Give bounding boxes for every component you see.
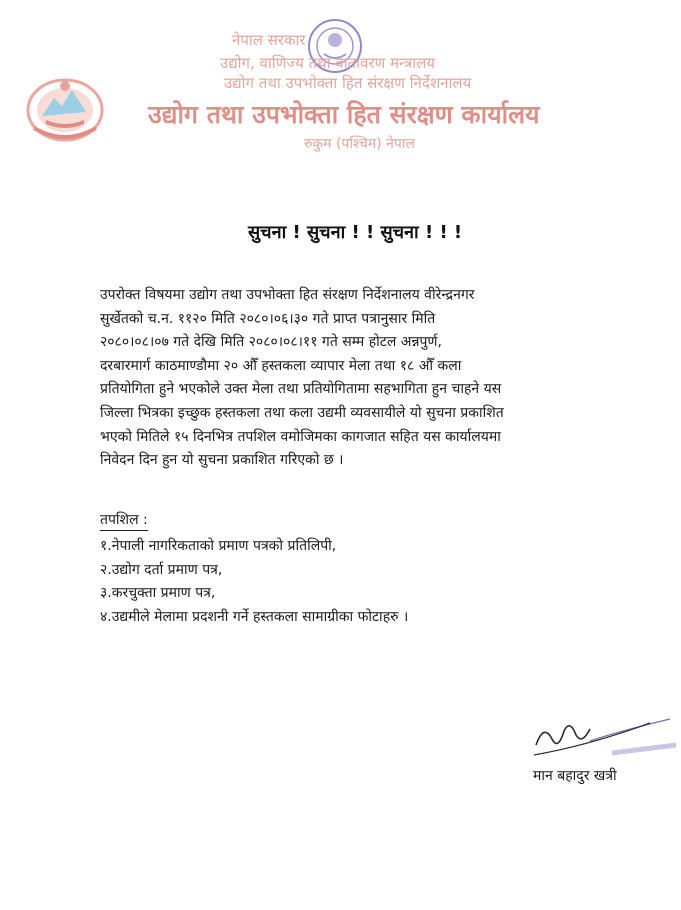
list-item: २.उद्योग दर्ता प्रमाण पत्र, (100, 561, 223, 578)
notice-body (100, 284, 640, 473)
directorate-line: उद्योग तथा उपभोक्ता हित संरक्षण निर्देशनालय (224, 74, 472, 92)
ministry-line: उद्योग, वाणिज्य तथा वातावरण मन्त्रालय (220, 54, 435, 72)
body-line: भएको मितिले १५ दिनभित्र तपशिल वमोजिमका कागजात सहित यस कार्यालयमा (100, 428, 501, 445)
body-line: जिल्ला भित्रका इच्छुक हस्तकला तथा कला उद्यमी व्यवसायीले यो सुचना प्रकाशित (100, 404, 504, 421)
body-line: सुर्खेतको च.न. ११२० मिति २०८०।०६।३० गते प्राप्त पत्रानुसार मिति (100, 310, 436, 327)
letterhead (0, 0, 681, 160)
attachments-list (100, 535, 620, 629)
body-line: प्रतियोगिता हुने भएकोले उक्त मेला तथा प्रतियोगितामा सहभागिता हुन चाहने यस (100, 381, 502, 398)
body-line: २०८०।०८।०७ गते देखि मिति २०८०।०८।११ गते सम्म होटल अन्नपुर्ण, (100, 334, 442, 351)
notice-title: सुचना ! सुचना ! ! सुचना ! ! ! (248, 222, 463, 243)
list-item: ३.करचुक्ता प्रमाण पत्र, (100, 585, 216, 601)
body-line: दरबारमार्ग काठमाण्डौमा २० औँ हस्तकला व्यापार मेला तथा १८ औँ कला (100, 357, 462, 374)
handwritten-signature-icon (530, 705, 680, 770)
office-title: उद्योग तथा उपभोक्ता हित संरक्षण कार्यालय (148, 100, 540, 129)
list-item: १.नेपाली नागरिकताको प्रमाण पत्रको प्रतिलिपी, (100, 538, 337, 554)
government-line: नेपाल सरकार (232, 31, 306, 49)
signer-name: मान बहादुर खत्री (533, 768, 617, 784)
list-item: ४.उद्यमीले मेलामा प्रदशनी गर्ने हस्तकला सामाग्रीका फोटाहरु । (100, 608, 409, 625)
attachments-heading: तपशिल : (100, 510, 148, 531)
nepal-emblem-icon (24, 70, 106, 146)
attachments-section (100, 510, 620, 629)
body-line: उपरोक्त विषयमा उद्योग तथा उपभोक्ता हित संरक्षण निर्देशनालय वीरेन्द्रनगर (100, 287, 475, 303)
body-line: निवेदन दिन हुन यो सुचना प्रकाशित गरिएको छ । (100, 452, 344, 469)
office-location: रुकुम (पश्चिम) नेपाल (304, 136, 415, 152)
